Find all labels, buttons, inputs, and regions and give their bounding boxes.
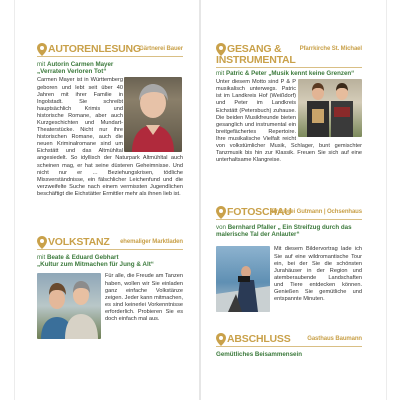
dancers-photo [37, 273, 101, 339]
section-autorenlesung [37, 43, 183, 207]
with-line [37, 61, 183, 68]
with-name: Patric & Peter [225, 70, 267, 77]
section-location: ehemaliger Marktladen [120, 239, 183, 245]
section-title-line2: INSTRUMENTAL [216, 54, 296, 66]
header-rule [216, 67, 362, 68]
section-gesang [216, 43, 362, 199]
header-rule [216, 346, 362, 347]
with-prefix: von [216, 224, 226, 231]
quote: „Verraten Verloren Tot“ [37, 68, 107, 76]
center-fold [199, 0, 201, 400]
with-prefix: mit [37, 61, 46, 68]
section-fotoschau [216, 206, 362, 318]
with-line [216, 70, 362, 77]
section-location: Brauerei Gutmann | Ochsenhaus [271, 209, 362, 215]
quote: „Kultur zum Mitmachen für Jung & Alt“ [37, 261, 154, 269]
text-wrap-spacer [296, 79, 362, 138]
section-header [216, 43, 362, 69]
section-title-line1: GESANG & [227, 43, 282, 55]
section-title: VOLKSTANZ [48, 236, 110, 248]
with-name: Bernhard Pfaller [227, 224, 276, 231]
right-edge-line [386, 0, 387, 400]
section-location: Gärtnerei Bauer [139, 46, 183, 52]
header-rule [37, 249, 183, 250]
with-prefix: mit [216, 70, 225, 77]
text-wrap-spacer [123, 77, 183, 153]
with-line [37, 254, 183, 261]
quote: „ Ein Streifzug durch das malerische Tal der Anlauter“ [216, 224, 352, 239]
section-volkstanz [37, 236, 183, 353]
section-text: Mit diesem Bildervortrag lade ich Sie auf eine wildromantische Tour ein, bei der Sie die schönsten Jurahäuser in der Region und atemberaubende Landschaften und Tiere entdecken können. Genießen Sie gemütliche und entspannte Minuten. [274, 246, 362, 303]
right-column [216, 0, 362, 400]
header-rule [37, 56, 183, 57]
section-text [216, 79, 362, 164]
section-location: Pfarrkirche St. Michael [299, 46, 362, 52]
quote: „Musik kennt keine Grenzen“ [268, 70, 355, 77]
section-title: ABSCHLUSS [227, 333, 291, 345]
section-title: FOTOSCHAU [227, 206, 292, 218]
section-text-content: Carmen Mayer ist in Württemberg geboren und lebt seit über 40 Jahren mit ihrer Familie in Ingolstadt. Sie schreibt hauptsächlich Krimis und historische Romane, aber auch Kurzgeschichten und Mundart-Theaterstücke. Nicht nur ihre historischen Romane, auch die neuen Kriminalromane sind um Eichstätt und das Altmühltal angesiedelt. So idyllisch der Naturpark Altmühltal auch scheinen mag, er hat seine düsteren Geheimnisse. Und nicht nur er … Beziehungskrisen, tödliche Missverständnisse, ein fälschlicher Leichenfund und die verzweifelte Suche nach einem vermissten Jugendlichen beschäftigt die Eichstätter Ermittler mehr als ihnen lieb ist. [37, 77, 183, 197]
section-text [37, 77, 183, 198]
with-name: Beate & Eduard Gebhart [46, 254, 119, 261]
section-text: Für alle, die Freude am Tanzen haben, wollen wir Sie einladen ganz einfache Volkstänze zeigen. Jeder kann mitmachen, es sind keinerlei Vorkenntnisse erforderlich. Probieren Sie es doch einfach mal aus. [105, 273, 183, 322]
section-location: Gasthaus Baumann [307, 336, 362, 342]
left-column [37, 0, 183, 400]
map-pin-icon [37, 43, 47, 56]
section-abschluss [216, 333, 362, 358]
section-title: AUTORENLESUNG [48, 43, 141, 55]
section-text-content: Unter diesem Motto sind P & P musikalisch unterwegs. Patric ist im Landkreis Hof (Weißdorf) und Peter im Landkreis Eichstätt (Petersbuch) zuhause. Die beiden Musikfreunde bieten gesanglich und instrumental ein breitgefächertes Repertoire. Ihre musikalische Vielfalt reicht von volkstümlicher Musik, Schlager, bunt gemischter Tanzmusik bis hin zur Klassik. Freuen Sie sich auf eine unterhaltsame Klangreise. [216, 79, 362, 164]
map-pin-icon [216, 206, 226, 219]
left-edge-line [14, 0, 15, 400]
header-rule [216, 219, 362, 220]
photographer-photo [216, 246, 270, 312]
section-subtitle: Gemütliches Beisammensein [216, 351, 302, 358]
with-line [216, 224, 362, 238]
with-name: Autorin Carmen Mayer [46, 61, 114, 68]
map-pin-icon [216, 333, 226, 346]
map-pin-icon [37, 236, 47, 249]
with-prefix: mit [37, 254, 46, 261]
